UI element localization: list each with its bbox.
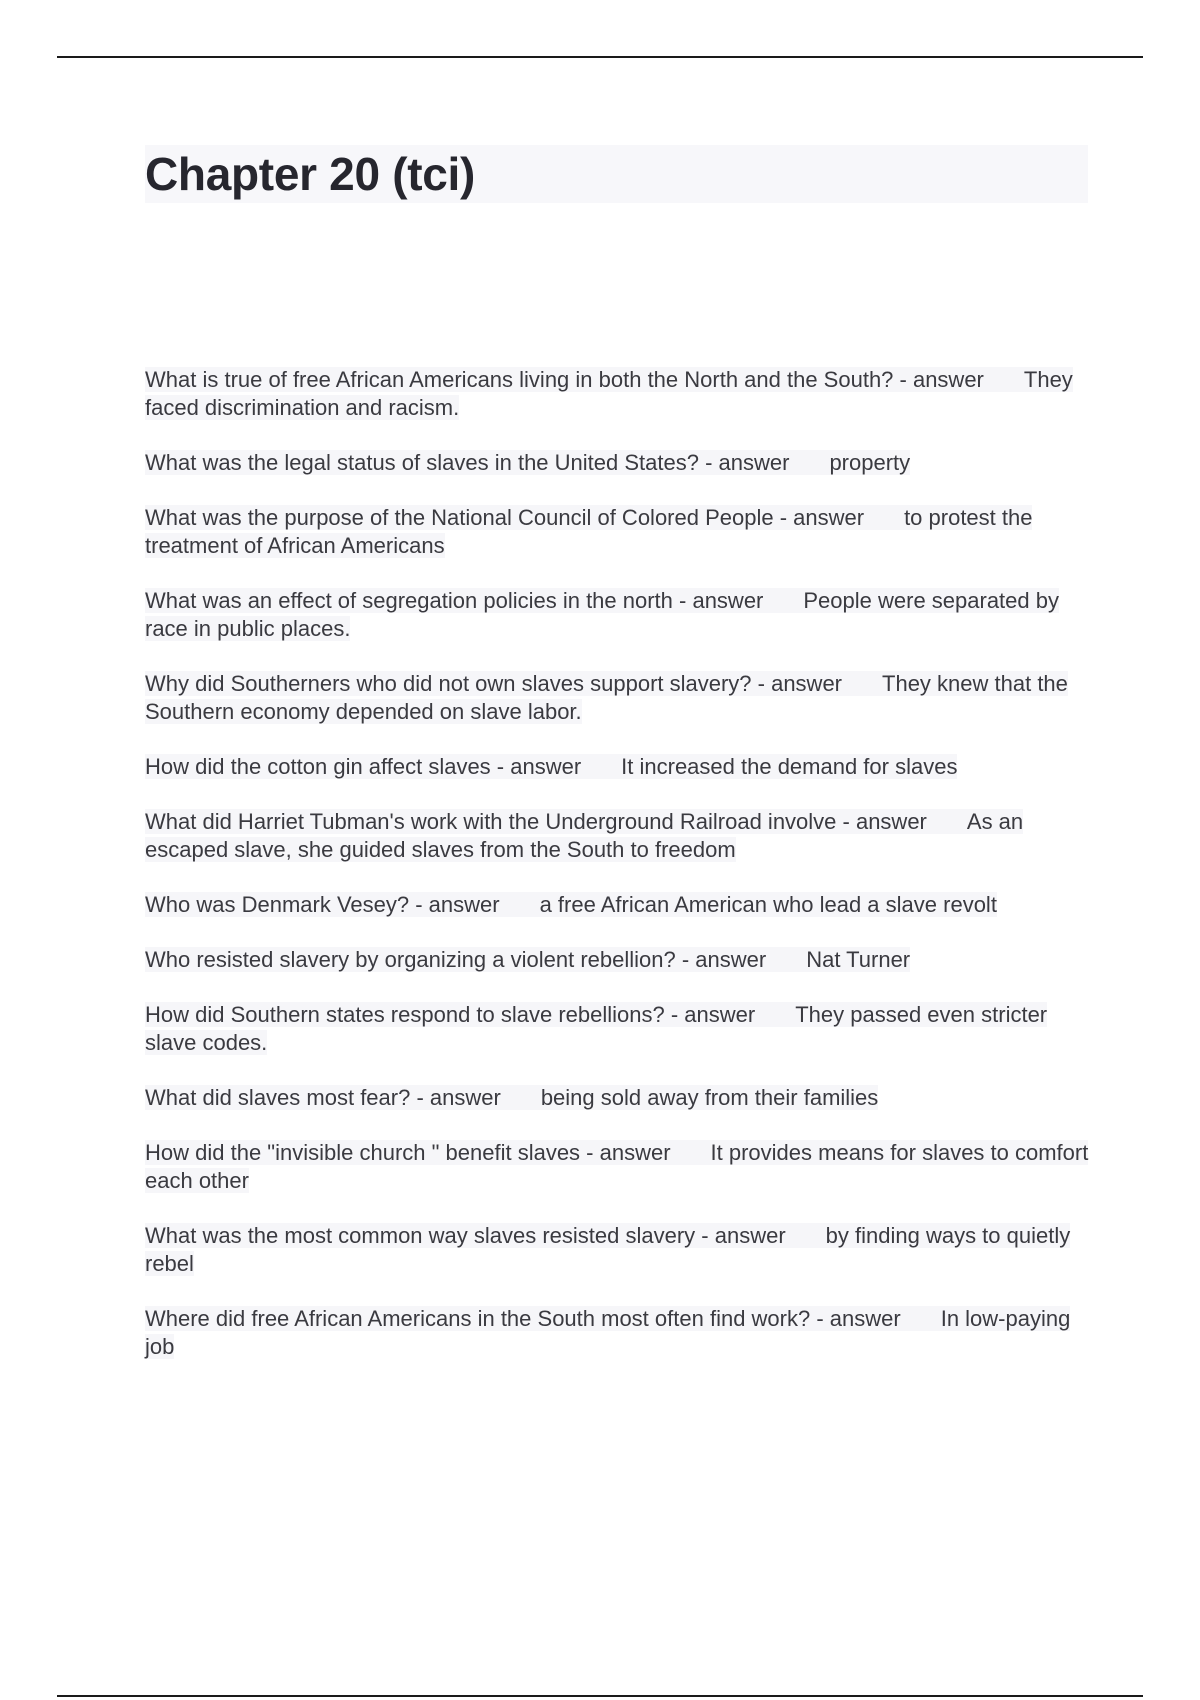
bottom-rule: [57, 1695, 1143, 1697]
answer-text: It increased the demand for slaves: [621, 754, 958, 779]
answer-text: In low-paying job: [145, 1306, 1071, 1359]
question-text: How did the "invisible church " benefit slaves - answer: [145, 1140, 671, 1165]
question-text: Where did free African Americans in the South most often find work? - answer: [145, 1306, 901, 1331]
answer-text: property: [829, 450, 911, 475]
answer-text: Nat Turner: [806, 947, 911, 972]
question-text: How did Southern states respond to slave rebellions? - answer: [145, 1002, 756, 1027]
question-text: What did Harriet Tubman's work with the Underground Railroad involve - answer: [145, 809, 927, 834]
qa-item: [145, 808, 1090, 864]
question-text: What was the most common way slaves resisted slavery - answer: [145, 1223, 786, 1248]
answer-text: It provides means for slaves to comfort each other: [145, 1140, 1089, 1193]
qa-item: [145, 1001, 1090, 1057]
answer-text: People were separated by race in public places.: [145, 588, 1059, 641]
top-rule: [57, 56, 1143, 58]
question-text: How did the cotton gin affect slaves - answer: [145, 754, 582, 779]
question-text: What was the purpose of the National Council of Colored People - answer: [145, 505, 865, 530]
question-text: What is true of free African Americans living in both the North and the South? - answer: [145, 367, 984, 392]
answer-text: to protest the treatment of African Americans: [145, 505, 1033, 558]
qa-item: [145, 449, 1090, 477]
answer-text: They passed even stricter slave codes.: [145, 1002, 1048, 1055]
question-text: Why did Southerners who did not own slaves support slavery? - answer: [145, 671, 843, 696]
qa-item: [145, 1222, 1090, 1278]
qa-item: [145, 946, 1090, 974]
qa-list: [145, 366, 1090, 1388]
question-text: Who was Denmark Vesey? - answer: [145, 892, 500, 917]
answer-text: a free African American who lead a slave revolt: [539, 892, 997, 917]
answer-text: by finding ways to quietly rebel: [145, 1223, 1071, 1276]
question-text: Who resisted slavery by organizing a violent rebellion? - answer: [145, 947, 767, 972]
qa-item: [145, 1084, 1090, 1112]
qa-item: [145, 366, 1090, 422]
qa-item: [145, 1305, 1090, 1361]
qa-item: [145, 753, 1090, 781]
answer-text: being sold away from their families: [540, 1085, 879, 1110]
question-text: What was an effect of segregation policies in the north - answer: [145, 588, 764, 613]
qa-item: [145, 670, 1090, 726]
qa-item: [145, 587, 1090, 643]
question-text: What was the legal status of slaves in the United States? - answer: [145, 450, 790, 475]
answer-text: As an escaped slave, she guided slaves from the South to freedom: [145, 809, 1024, 862]
answer-text: They faced discrimination and racism.: [145, 367, 1073, 420]
question-text: What did slaves most fear? - answer: [145, 1085, 501, 1110]
answer-text: They knew that the Southern economy depended on slave labor.: [145, 671, 1068, 724]
page-title: Chapter 20 (tci): [145, 148, 476, 200]
qa-item: [145, 1139, 1090, 1195]
qa-item: [145, 891, 1090, 919]
qa-item: [145, 504, 1090, 560]
